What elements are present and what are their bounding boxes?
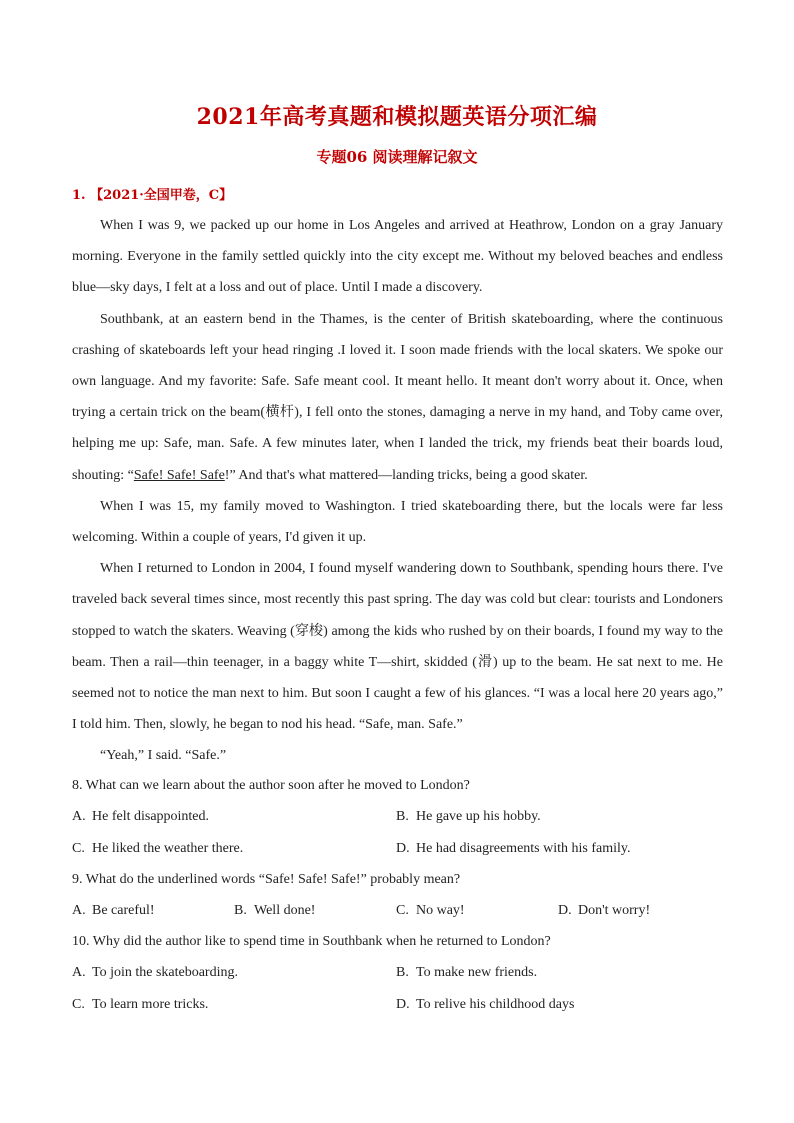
option-letter: B. [234, 903, 247, 918]
option-letter: D. [396, 997, 410, 1012]
option-letter: B. [396, 965, 409, 980]
option-text: He gave up his hobby. [416, 809, 541, 824]
question-10-option-c[interactable] [72, 997, 208, 1013]
passage-paragraph-2-end: !” And that's what mattered—landing tricks, being a good skater. [224, 467, 588, 483]
reading-passage [72, 210, 723, 772]
option-text: To join the skateboarding. [92, 965, 238, 980]
question-8-option-c[interactable] [72, 841, 243, 857]
question-10-option-d[interactable] [396, 997, 574, 1013]
passage-paragraph-1: When I was 9, we packed up our home in Los Angeles and arrived at Heathrow, London on a gray January morning. Everyone in the family settled quickly into the city except me. Without my beloved beaches and endless blue—sky days, I felt at a loss and out of place. Until I made a discovery. [72, 218, 723, 296]
option-text: To relive his childhood days [416, 997, 575, 1012]
page-subtitle: 专题06 阅读理解记叙文 [316, 148, 478, 166]
option-text: To make new friends. [416, 965, 538, 980]
underlined-words: Safe! Safe! Safe [133, 467, 225, 483]
page-title: 2021年高考真题和模拟题英语分项汇编 [196, 104, 598, 130]
passage-paragraph-5: “Yeah,” I said. “Safe.” [100, 748, 227, 764]
option-letter: D. [558, 903, 572, 918]
option-letter: A. [72, 965, 86, 980]
question-8-option-d[interactable] [396, 841, 630, 857]
passage-paragraph-2 [72, 304, 723, 491]
option-text: He liked the weather there. [92, 841, 244, 856]
question-9-option-a[interactable] [72, 903, 155, 919]
passage-paragraph-3: When I was 15, my family moved to Washington. I tried skateboarding there, but the locals were far less welcoming. Within a couple of years, I'd given it up. [72, 498, 723, 546]
option-text: No way! [416, 903, 465, 918]
question-8-option-b[interactable] [396, 809, 541, 825]
passage-paragraph-4: When I returned to London in 2004, I found myself wandering down to Southbank, spending hours there. I've traveled back several times since, most recently this past spring. The day was cold but clear: tourists and Londoners stopped to watch the skaters. Weaving (穿梭) among the kids who rushed by on their boards, I found my way to the beam. Then a rail—thin teenager, in a baggy white T—shirt, skidded (滑) up to the beam. He sat next to me. He seemed not to notice the man next to him. But soon I caught a few of his glances. “I was a local here 20 years ago,” I told him. Then, slowly, he began to nod his head. “Safe, man. Safe.” [72, 561, 723, 733]
option-letter: A. [72, 809, 86, 824]
option-letter: C. [72, 997, 85, 1012]
option-letter: C. [72, 841, 85, 856]
question-8-stem: 8. What can we learn about the author soon after he moved to London? [72, 778, 470, 793]
option-text: To learn more tricks. [92, 997, 209, 1012]
question-10-option-a[interactable] [72, 965, 238, 981]
question-10-stem: 10. Why did the author like to spend time in Southbank when he returned to London? [72, 934, 551, 949]
question-9-option-c[interactable] [396, 903, 465, 919]
option-letter: C. [396, 903, 409, 918]
question-10-option-b[interactable] [396, 965, 537, 981]
option-text: Don't worry! [578, 903, 651, 918]
question-9-option-d[interactable] [558, 903, 650, 919]
question-8-option-a[interactable] [72, 809, 209, 825]
option-text: He felt disappointed. [92, 809, 210, 824]
option-text: He had disagreements with his family. [416, 841, 631, 856]
option-letter: D. [396, 841, 410, 856]
option-letter: B. [396, 809, 409, 824]
passage-paragraph-2-text: Southbank, at an eastern bend in the Thames, is the center of British skateboarding, where the continuous crashing of skateboards left your head ringing .I loved it. I soon made friends with the local skaters. We spoke our own language. And my favorite: Safe. Safe meant cool. It meant hello. It meant don't worry about it. Once, when trying a certain trick on the beam(横杆), I fell onto the stones, damaging a nerve in my hand, and Toby came over, helping me up: Safe, man. Safe. A few minutes later, when I landed the trick, my friends beat their boards loud, shouting: “ [72, 311, 723, 483]
question-9-stem: 9. What do the underlined words “Safe! Safe! Safe!” probably mean? [72, 872, 461, 887]
option-text: Be careful! [92, 903, 155, 918]
option-letter: A. [72, 903, 86, 918]
question-9-option-b[interactable] [234, 903, 315, 919]
question-source-label: 1. 【2021·全国甲卷，C】 [72, 188, 233, 203]
option-text: Well done! [254, 903, 316, 918]
